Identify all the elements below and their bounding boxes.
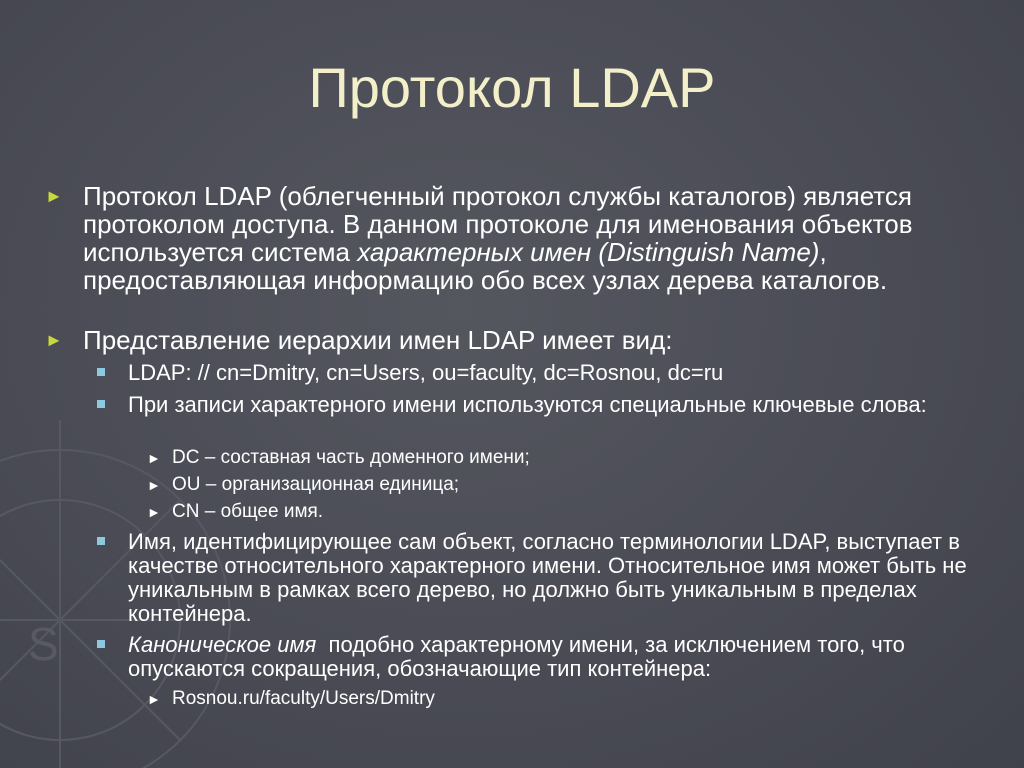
sub-bullet-canonical-name [128,633,988,681]
compass-letter: S [28,618,59,670]
definition-text-2: , предоставляющая информацию обо всех узлах дерева каталогов. [83,237,888,295]
square-bullet-icon [97,640,105,648]
triangle-bullet-icon: ► [147,450,161,466]
keyword-dc [147,447,992,469]
bullet-ldap-definition [45,181,988,295]
bullet-hierarchy [45,325,988,355]
canonical-example-text: Rosnou.ru/faculty/Users/Dmitry [172,688,435,709]
sub-bullet-keywords [128,393,988,417]
triangle-bullet-icon: ► [147,477,161,493]
definition-text-1: Протокол LDAP (облегченный протокол службы каталогов) является протоколом доступа. В данном протоколе для именования объектов используется система [83,181,913,267]
sub-bullet-relative-name [128,530,988,626]
keywords-text: При записи характерного имени используются специальные ключевые слова: [128,392,927,417]
hierarchy-text: Представление иерархии имен LDAP имеет вид: [83,325,673,355]
square-bullet-icon [97,537,105,545]
keyword-cn [147,501,992,523]
keyword-ou [147,474,992,496]
canonical-name-text: подобно характерному имени, за исключением того, что опускаются сокращения, обозначающие тип контейнера: [128,632,911,681]
triangle-bullet-icon: ► [45,330,63,350]
ldap-example-text: LDAP: // cn=Dmitry, cn=Users, ou=faculty, dc=Rosnou, dc=ru [128,360,724,385]
slide-title: Протокол LDAP [308,56,716,119]
keyword-cn-text: CN – общее имя. [172,501,324,522]
square-bullet-icon [97,400,105,408]
triangle-bullet-icon: ► [147,691,161,707]
canonical-example [147,688,992,710]
triangle-bullet-icon: ► [45,186,63,206]
square-bullet-icon [97,368,105,376]
sub-bullet-ldap-example [128,361,988,385]
definition-emphasis: характерных имен (Distinguish Name) [357,237,820,267]
keyword-ou-text: OU – организационная единица; [172,474,460,495]
triangle-bullet-icon: ► [147,504,161,520]
canonical-name-emphasis: Каноническое имя [128,632,317,657]
keyword-dc-text: DC – составная часть доменного имени; [172,447,530,468]
relative-name-text: Имя, идентифицирующее сам объект, согласно терминологии LDAP, выступает в качестве относительного характерного имени. Относительное имя может быть не уникальным в рамках всего дерево, но должно быть уникальным в пределах контейнера. [128,529,967,626]
